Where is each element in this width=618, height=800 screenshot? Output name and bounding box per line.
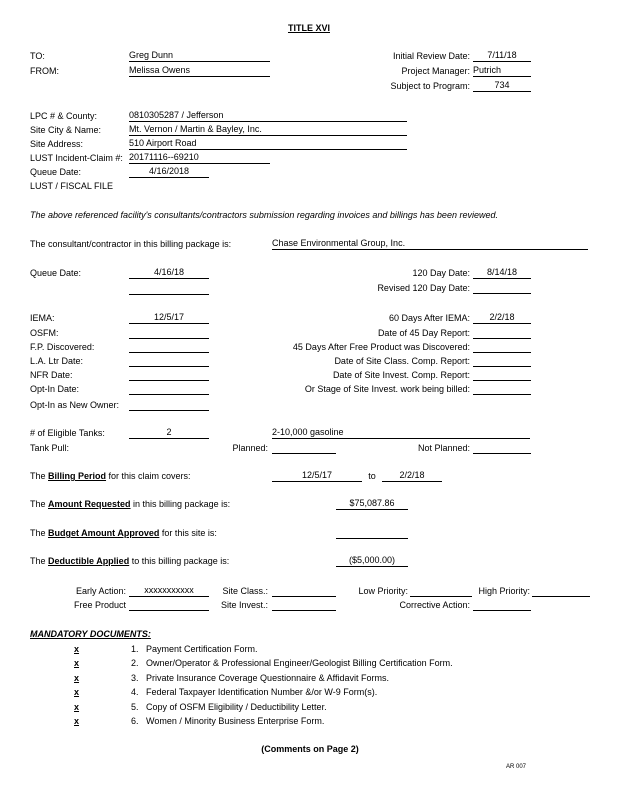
report45-label: Date of 45 Day Report:: [377, 328, 470, 338]
la-letter-line: [129, 355, 209, 367]
dates-queue-label: Queue Date:: [30, 268, 82, 278]
day120-label: 120 Day Date:: [412, 268, 470, 278]
site-class-report-label: Date of Site Class. Comp. Report:: [334, 356, 470, 366]
doc-number: 4.: [131, 687, 139, 697]
doc-mark: x: [74, 702, 80, 712]
site-class-action-line: [272, 585, 336, 597]
low-priority-label: Low Priority:: [358, 586, 408, 596]
revised120-label: Revised 120 Day Date:: [377, 283, 470, 293]
doc-mark: x: [74, 687, 80, 697]
from-value: Melissa Owens: [129, 65, 270, 77]
not-planned-line: [473, 442, 531, 454]
page-title: TITLE XVI: [287, 23, 330, 33]
eligible-tanks-desc: 2-10,000 gasoline: [272, 427, 530, 439]
mandatory-heading: MANDATORY DOCUMENTS:: [30, 629, 151, 639]
doc-text: Payment Certification Form.: [146, 644, 258, 654]
free-product-action-label: Free Product: [73, 600, 126, 610]
doc-text: Women / Minority Business Enterprise Form.: [146, 716, 325, 726]
doc-number: 2.: [131, 658, 139, 668]
free-product-action-line: [129, 599, 209, 611]
doc-mark: x: [74, 658, 80, 668]
high-priority-line: [532, 585, 590, 597]
amount-requested-value: $75,087.86: [336, 498, 408, 510]
free-product-line: [473, 341, 531, 353]
corrective-action-label: Corrective Action:: [399, 600, 470, 610]
iema-value: 12/5/17: [129, 312, 209, 324]
early-action-label: Early Action:: [75, 586, 126, 596]
from-label: FROM:: [30, 66, 59, 76]
fiscal-file-label: LUST / FISCAL FILE: [30, 181, 114, 191]
optin-date-label: Opt-In Date:: [30, 384, 80, 394]
queue-date-label: Queue Date:: [30, 167, 82, 177]
blank-line: [129, 283, 209, 295]
iema-label: IEMA:: [30, 313, 55, 323]
doc-number: 3.: [131, 673, 139, 683]
doc-text: Private Insurance Coverage Questionnaire & Affidavit Forms.: [146, 673, 389, 683]
free-product-label: 45 Days After Free Product was Discovered:: [292, 342, 470, 352]
nfr-date-label: NFR Date:: [30, 370, 73, 380]
billing-period-label: The Billing Period for this claim covers:: [30, 471, 191, 481]
lust-incident-label: LUST Incident-Claim #:: [30, 153, 123, 163]
eligible-tanks-value: 2: [129, 427, 209, 439]
budget-approved-line: [336, 527, 408, 539]
amount-requested-label: The Amount Requested in this billing package is:: [30, 499, 231, 509]
planned-label: Planned:: [232, 443, 268, 453]
review-statement: The above referenced facility's consultants/contractors submission regarding invoices and billings has been reviewed.: [30, 210, 498, 220]
site-city-label: Site City & Name:: [30, 125, 102, 135]
days60-label: 60 Days After IEMA:: [388, 313, 470, 323]
stage-line: [473, 383, 531, 395]
nfr-date-line: [129, 369, 209, 381]
fp-discovered-label: F.P. Discovered:: [30, 342, 95, 352]
to-label: TO:: [30, 51, 45, 61]
osfm-line: [129, 327, 209, 339]
optin-owner-label: Opt-In as New Owner:: [30, 400, 120, 410]
site-invest-report-label: Date of Site Invest. Comp. Report:: [332, 370, 470, 380]
queue-date-value: 4/16/2018: [129, 166, 209, 178]
site-invest-report-line: [473, 369, 531, 381]
optin-date-line: [129, 383, 209, 395]
project-manager-value: Putrich: [473, 65, 531, 77]
la-letter-label: L.A. Ltr Date:: [30, 356, 84, 366]
site-address-label: Site Address:: [30, 139, 84, 149]
doc-text: Copy of OSFM Eligibility / Deductibility Letter.: [146, 702, 327, 712]
site-class-report-line: [473, 355, 531, 367]
doc-text: Owner/Operator & Professional Engineer/Geologist Billing Certification Form.: [146, 658, 453, 668]
doc-mark: x: [74, 673, 80, 683]
deductible-value: ($5,000.00): [336, 555, 408, 567]
subject-program-value: 734: [473, 80, 531, 92]
early-action-value: xxxxxxxxxxx: [129, 585, 209, 597]
initial-review-value: 7/11/18: [473, 50, 531, 62]
subject-program-label: Subject to Program:: [390, 81, 470, 91]
days60-value: 2/2/18: [473, 312, 531, 324]
billing-period-to: 2/2/18: [382, 470, 442, 482]
lust-incident-value: 20171116--69210: [129, 152, 270, 164]
not-planned-label: Not Planned:: [417, 443, 470, 453]
report45-line: [473, 327, 531, 339]
corrective-action-line: [473, 599, 531, 611]
fp-discovered-line: [129, 341, 209, 353]
site-invest-action-label: Site Invest.:: [220, 600, 268, 610]
optin-owner-line: [129, 399, 209, 411]
lpc-label: LPC # & County:: [30, 111, 98, 121]
doc-number: 1.: [131, 644, 139, 654]
comments-note: (Comments on Page 2): [261, 744, 359, 754]
site-invest-action-line: [272, 599, 336, 611]
tank-pull-label: Tank Pull:: [30, 443, 70, 453]
initial-review-label: Initial Review Date:: [392, 51, 470, 61]
doc-mark: x: [74, 716, 80, 726]
planned-line: [272, 442, 336, 454]
eligible-tanks-label: # of Eligible Tanks:: [30, 428, 105, 438]
site-city-value: Mt. Vernon / Martin & Bayley, Inc.: [129, 124, 407, 136]
high-priority-label: High Priority:: [478, 586, 530, 596]
site-address-value: 510 Airport Road: [129, 138, 407, 150]
billing-period-to-word: to: [368, 471, 376, 481]
lpc-value: 0810305287 / Jefferson: [129, 110, 407, 122]
doc-number: 5.: [131, 702, 139, 712]
consultant-value: Chase Environmental Group, Inc.: [272, 238, 588, 250]
revised120-line: [473, 282, 531, 294]
low-priority-line: [410, 585, 472, 597]
site-class-action-label: Site Class.:: [222, 586, 268, 596]
consultant-label: The consultant/contractor in this billing package is:: [30, 239, 232, 249]
doc-text: Federal Taxpayer Identification Number &/or W-9 Form(s).: [146, 687, 378, 697]
stage-label: Or Stage of Site Invest. work being billed:: [304, 384, 470, 394]
to-value: Greg Dunn: [129, 50, 270, 62]
deductible-label: The Deductible Applied to this billing package is:: [30, 556, 230, 566]
osfm-label: OSFM:: [30, 328, 59, 338]
doc-number: 6.: [131, 716, 139, 726]
page-code: AR 007: [506, 764, 527, 770]
dates-queue-value: 4/16/18: [129, 267, 209, 279]
billing-period-from: 12/5/17: [272, 470, 362, 482]
budget-approved-label: The Budget Amount Approved for this site is:: [30, 528, 217, 538]
day120-value: 8/14/18: [473, 267, 531, 279]
project-manager-label: Project Manager:: [401, 66, 470, 76]
doc-mark: x: [74, 644, 80, 654]
